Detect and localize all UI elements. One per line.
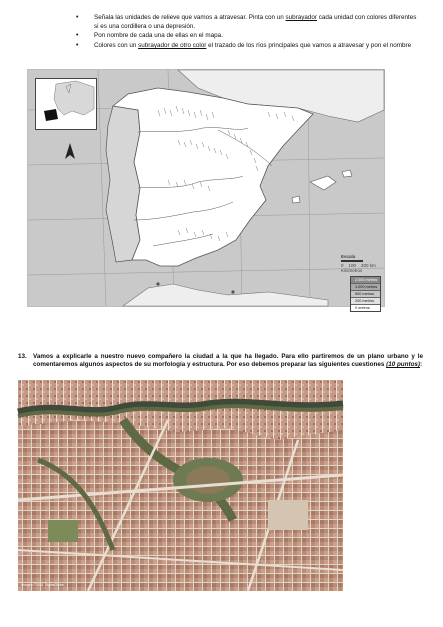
ceuta-marker [156,282,159,285]
elevation-legend [350,276,381,312]
question-points: (10 puntos) [386,361,421,369]
instructions-list [76,14,421,52]
bullet-icon: • [76,42,79,50]
instruction-item: • Colores con un subrayador de otro color el trazado de los ríos principales que vamos a atravesar y pon el nombre [76,42,412,50]
open-lot [268,500,308,530]
legend-item: 0 metros [351,305,380,311]
scale-bar [341,254,376,273]
image-credit: Imagen ©2011 DigitalGlobe [21,583,64,587]
legend-item: 200 metros [351,298,380,305]
europe-locator-inset [35,78,97,130]
scale-unit: Kilómetros [341,268,363,273]
bullet-icon: • [76,14,79,21]
inset-drawing [36,79,96,129]
scale-tick: 200 km [361,263,376,268]
instruction-item: • Señala las unidades de relieve que vamos a atravesar. Pinta con un subrayador cada unidad con colores diferentes si es una cordillera o una depresión. [76,14,417,30]
instruction-item: • Pon nombre de cada una de ellas en el mapa. [76,32,223,40]
legend-item: 1.000 metros [351,284,380,291]
legend-item: 500 metros [351,291,380,298]
legend-item: 2.000 metros [351,277,380,284]
aerial-drawing [18,380,343,591]
green-plot [48,520,78,542]
scale-tick: 100 [348,263,357,268]
question-13: 13. Vamos a explicarle a nuestro nuevo compañero la ciudad a la que ha llegado. Para ello partiremos de un plano urbano y le comentaremos algunos aspectos de su morfología y estructura. Por eso debemos preparar las siguientes cuestiones (10 puntos): [18,353,423,369]
question-text: Vamos a explicarle a nuestro nuevo compañero la ciudad a la que ha llegado. Para ello partiremos de un plano urbano y le comentaremos algunos aspectos de su morfología y estructura. Por eso debemos preparar las siguientes cuestiones [33,353,423,369]
iberian-peninsula-relief-map [27,69,385,310]
historic-centre [186,466,230,494]
aerial-city-photo [18,380,343,591]
bullet-icon: • [76,32,79,40]
question-number: 13. [18,353,27,360]
scale-label: Escala [341,254,356,259]
melilla-marker [231,290,234,293]
scale-tick: 0 [341,263,344,268]
north-arrow-icon [64,143,76,159]
